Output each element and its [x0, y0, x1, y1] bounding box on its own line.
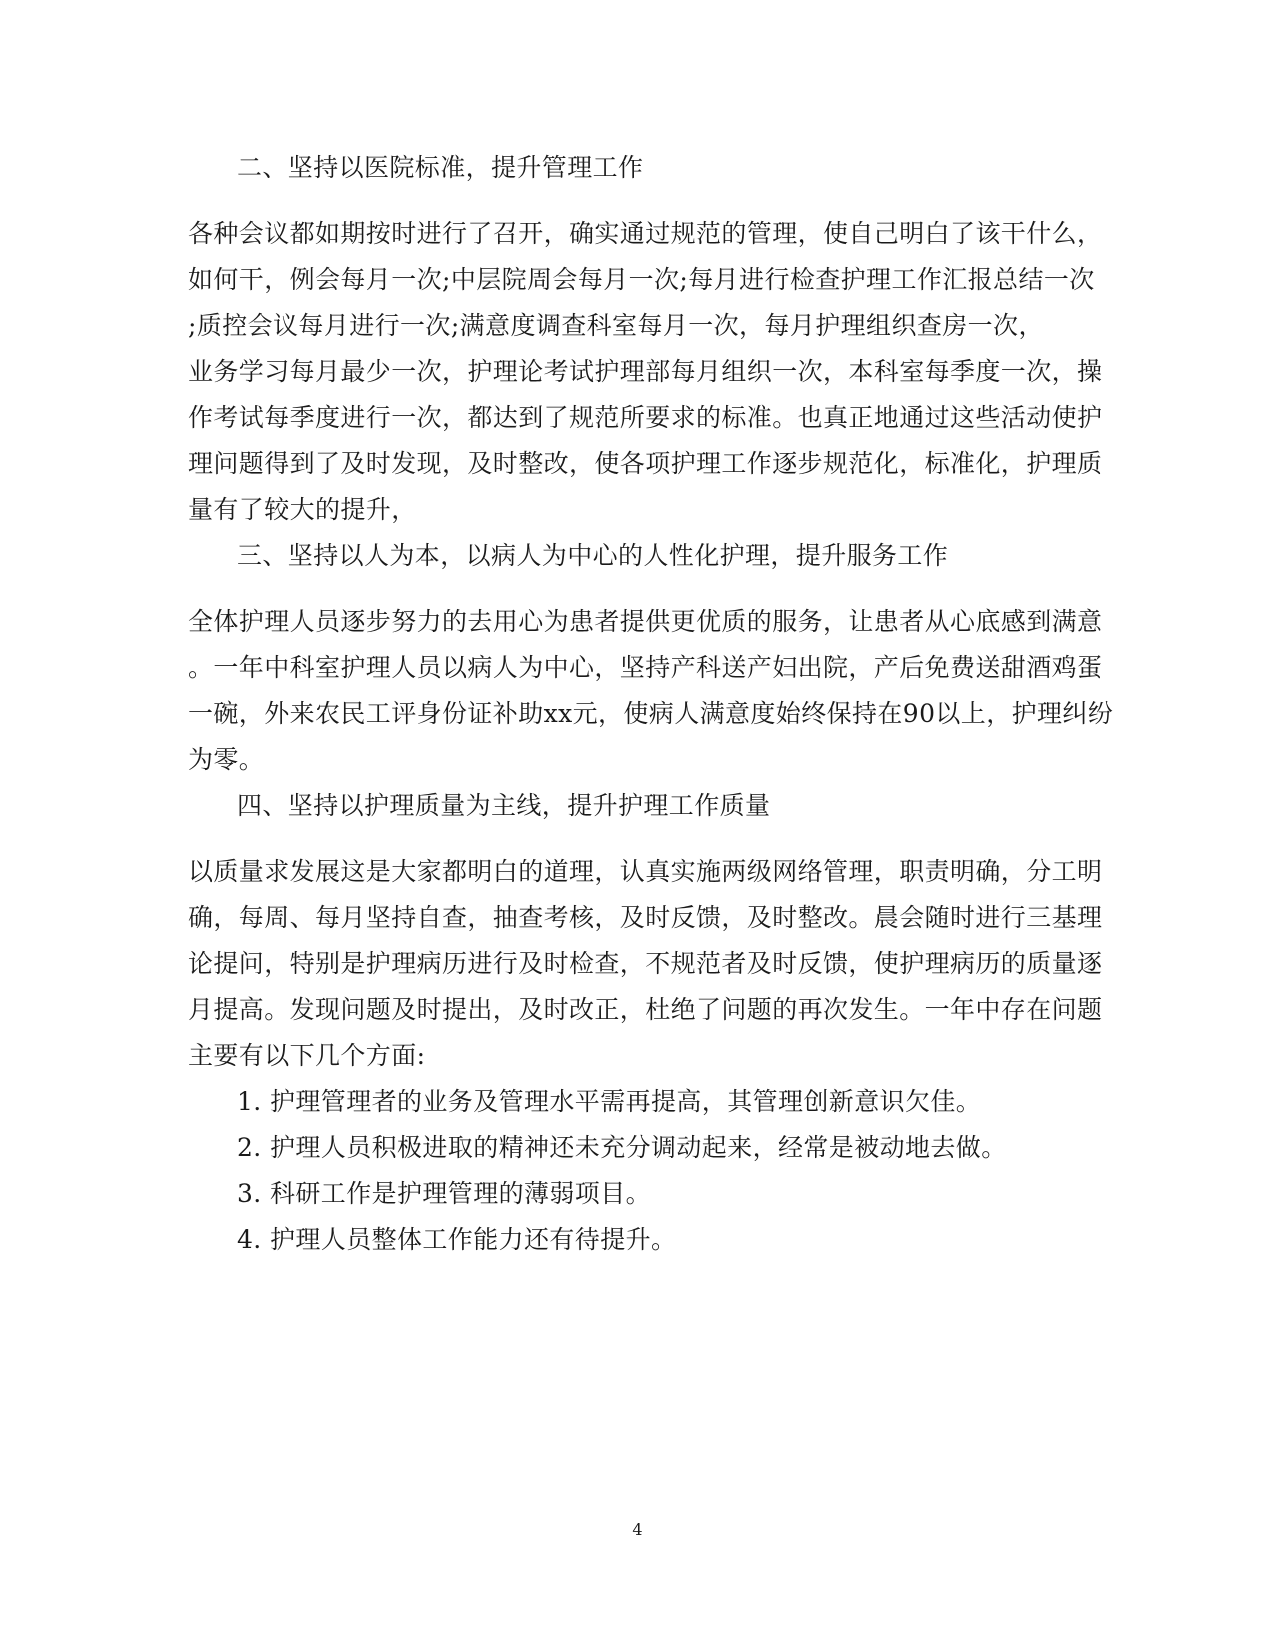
- paragraph-line: 作考试每季度进行一次，都达到了规范所要求的标准。也真正地通过这些活动使护: [188, 403, 1103, 432]
- paragraph-line: 量有了较大的提升，: [188, 495, 417, 524]
- paragraph-line: 。一年中科室护理人员以病人为中心，坚持产科送产妇出院，产后免费送甜酒鸡蛋: [188, 653, 1103, 682]
- paragraph-line: 确，每周、每月坚持自查，抽查考核，及时反馈，及时整改。晨会随时进行三基理: [188, 903, 1103, 932]
- paragraph-line: ;质控会议每月进行一次;满意度调查科室每月一次，每月护理组织查房一次，: [188, 311, 1044, 340]
- section-heading-3: 三、坚持以人为本，以病人为中心的人性化护理，提升服务工作: [237, 541, 949, 570]
- paragraph-line: 主要有以下几个方面:: [188, 1041, 426, 1070]
- list-item: 1. 护理管理者的业务及管理水平需再提高，其管理创新意识欠佳。: [237, 1087, 982, 1116]
- paragraph-line: 全体护理人员逐步努力的去用心为患者提供更优质的服务，让患者从心底感到满意: [188, 607, 1103, 636]
- paragraph-line: 月提高。发现问题及时提出，及时改正，杜绝了问题的再次发生。一年中存在问题: [188, 995, 1103, 1024]
- list-item: 3. 科研工作是护理管理的薄弱项目。: [237, 1179, 652, 1208]
- paragraph-line: 如何干，例会每月一次;中层院周会每月一次;每月进行检查护理工作汇报总结一次: [188, 265, 1095, 294]
- paragraph-line: 为零。: [188, 745, 265, 774]
- paragraph-line: 一碗，外来农民工评身份证补助xx元，使病人满意度始终保持在90以上，护理纠纷: [188, 699, 1114, 728]
- paragraph-line: 论提问，特别是护理病历进行及时检查，不规范者及时反馈，使护理病历的质量逐: [188, 949, 1103, 978]
- page-number: 4: [632, 1520, 643, 1539]
- paragraph-line: 理问题得到了及时发现，及时整改，使各项护理工作逐步规范化，标准化，护理质: [188, 449, 1103, 478]
- list-item: 2. 护理人员积极进取的精神还未充分调动起来，经常是被动地去做。: [237, 1133, 1007, 1162]
- paragraph-line: 以质量求发展这是大家都明白的道理，认真实施两级网络管理，职责明确，分工明: [188, 857, 1103, 886]
- list-item: 4. 护理人员整体工作能力还有待提升。: [237, 1225, 677, 1254]
- paragraph-line: 业务学习每月最少一次，护理论考试护理部每月组织一次，本科室每季度一次，操: [188, 357, 1103, 386]
- section-heading-2: 二、坚持以医院标准，提升管理工作: [237, 153, 644, 182]
- paragraph-line: 各种会议都如期按时进行了召开，确实通过规范的管理，使自己明白了该干什么，: [188, 219, 1103, 248]
- section-heading-4: 四、坚持以护理质量为主线，提升护理工作质量: [237, 791, 771, 820]
